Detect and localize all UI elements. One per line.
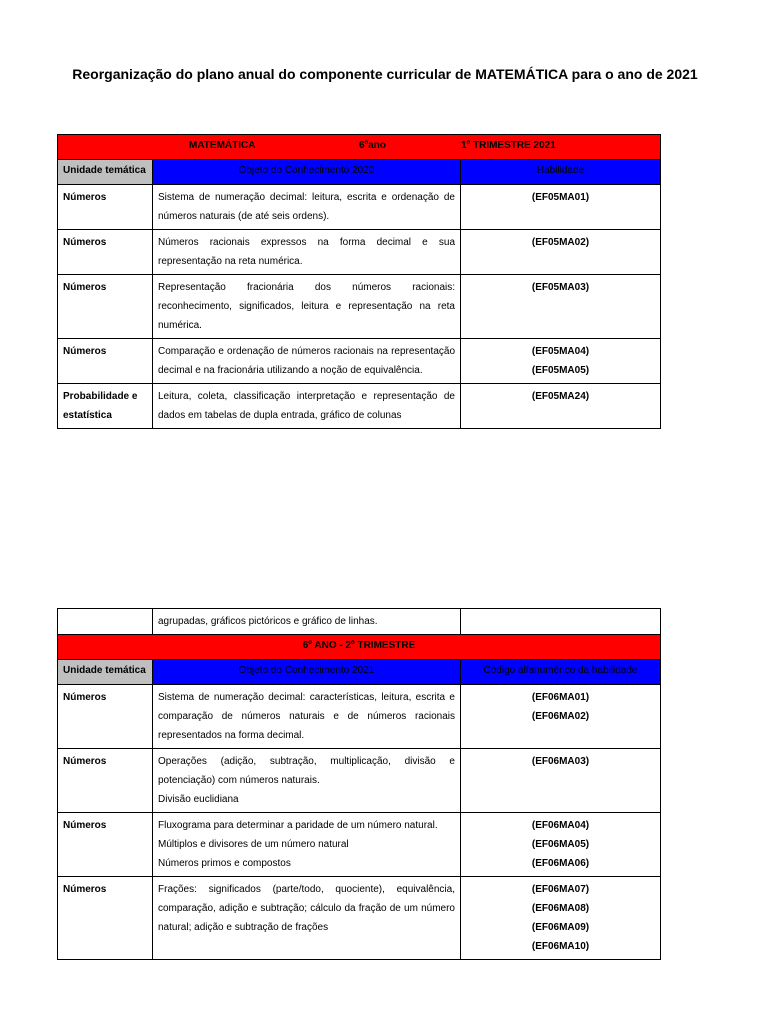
table-row xyxy=(58,185,661,230)
header-object: Objeto do Conhecimento 2021 xyxy=(153,660,461,685)
object-line: Fluxograma para determinar a paridade de um número natural. xyxy=(158,820,438,831)
skill-cell xyxy=(461,275,661,339)
continuation-skill xyxy=(461,609,661,635)
header-object: Objeto do Conhecimento 2020 xyxy=(153,160,461,185)
object-cell: Representação fracionária dos números racionais: reconhecimento, significados, leitura e representação na reta numérica. xyxy=(153,275,461,339)
continuation-row xyxy=(58,609,661,635)
skill-code: (EF05MA04) xyxy=(531,346,590,357)
skill-cell xyxy=(461,230,661,275)
object-cell xyxy=(153,749,461,813)
object-line: Divisão euclidiana xyxy=(158,794,239,805)
skill-code: (EF06MA02) xyxy=(531,711,590,722)
skill-code: (EF05MA05) xyxy=(531,365,590,376)
banner-cell xyxy=(58,135,661,160)
table-row xyxy=(58,275,661,339)
unit-cell: Números xyxy=(58,275,153,339)
unit-cell: Probabilidade e estatística xyxy=(58,384,153,429)
continuation-object: agrupadas, gráficos pictóricos e gráfico de linhas. xyxy=(153,609,461,635)
skill-cell xyxy=(461,685,661,749)
object-cell: Sistema de numeração decimal: leitura, escrita e ordenação de números naturais (de até seis ordens). xyxy=(153,185,461,230)
table-first-trimester xyxy=(57,134,661,429)
object-line: Frações: significados (parte/todo, quociente), equivalência, comparação, adição e subtração; cálculo da fração de um número natural; adição e subtração de frações xyxy=(158,884,455,933)
object-line: Operações (adição, subtração, multiplicação, divisão e potenciação) com números naturais. xyxy=(158,756,455,786)
banner-grade: 6ºano xyxy=(359,140,386,151)
object-line: Números primos e compostos xyxy=(158,858,291,869)
object-cell xyxy=(153,877,461,960)
skill-cell xyxy=(461,339,661,384)
skill-cell xyxy=(461,877,661,960)
continuation-unit xyxy=(58,609,153,635)
object-line: Sistema de numeração decimal: características, leitura, escrita e comparação de números naturais e de números racionais representados na forma decimal. xyxy=(158,692,455,741)
object-cell: Comparação e ordenação de números racionais na representação decimal e na fracionária utilizando a noção de equivalência. xyxy=(153,339,461,384)
table-row xyxy=(58,685,661,749)
header-skill: Código alfanumérico da habilidade xyxy=(461,660,661,685)
banner-term: 1º TRIMESTRE 2021 xyxy=(461,140,556,151)
skill-cell xyxy=(461,813,661,877)
banner-subject: MATEMÁTICA xyxy=(189,140,256,151)
banner-cell: 6º ANO - 2º TRIMESTRE xyxy=(58,635,661,660)
unit-cell: Números xyxy=(58,877,153,960)
skill-cell xyxy=(461,749,661,813)
skill-code: (EF06MA03) xyxy=(531,756,590,767)
table-row xyxy=(58,749,661,813)
skill-code: (EF06MA05) xyxy=(531,839,590,850)
table-row xyxy=(58,230,661,275)
object-line: Múltiplos e divisores de um número natural xyxy=(158,839,349,850)
document-title: Reorganização do plano anual do componente curricular de MATEMÁTICA para o ano de 2021 xyxy=(72,66,698,82)
skill-code: (EF06MA08) xyxy=(531,903,590,914)
header-unit: Unidade temática xyxy=(58,660,153,685)
unit-cell: Números xyxy=(58,813,153,877)
header-row xyxy=(58,160,661,185)
banner-row xyxy=(58,635,661,660)
object-cell: Números racionais expressos na forma decimal e sua representação na reta numérica. xyxy=(153,230,461,275)
banner-row xyxy=(58,135,661,160)
skill-code: (EF06MA10) xyxy=(531,941,590,952)
skill-cell xyxy=(461,384,661,429)
skill-code: (EF05MA01) xyxy=(531,192,590,203)
skill-code: (EF06MA07) xyxy=(531,884,590,895)
unit-cell: Números xyxy=(58,749,153,813)
object-cell xyxy=(153,813,461,877)
skill-code: (EF05MA24) xyxy=(531,391,590,402)
skill-code: (EF05MA03) xyxy=(531,282,590,293)
skill-cell xyxy=(461,185,661,230)
header-unit: Unidade temática xyxy=(58,160,153,185)
skill-code: (EF06MA04) xyxy=(531,820,590,831)
table-row xyxy=(58,384,661,429)
object-cell: Leitura, coleta, classificação interpretação e representação de dados em tabelas de dupla entrada, gráfico de colunas xyxy=(153,384,461,429)
skill-code: (EF06MA06) xyxy=(531,858,590,869)
unit-cell: Números xyxy=(58,230,153,275)
header-skill: Habilidade xyxy=(461,160,661,185)
skill-code: (EF05MA02) xyxy=(531,237,590,248)
skill-code: (EF06MA09) xyxy=(531,922,590,933)
header-row xyxy=(58,660,661,685)
unit-cell: Números xyxy=(58,339,153,384)
table-row xyxy=(58,877,661,960)
unit-cell: Números xyxy=(58,185,153,230)
table-row xyxy=(58,339,661,384)
skill-code: (EF06MA01) xyxy=(531,692,590,703)
table-row xyxy=(58,813,661,877)
table-second-trimester xyxy=(57,608,661,960)
unit-cell: Números xyxy=(58,685,153,749)
object-cell xyxy=(153,685,461,749)
